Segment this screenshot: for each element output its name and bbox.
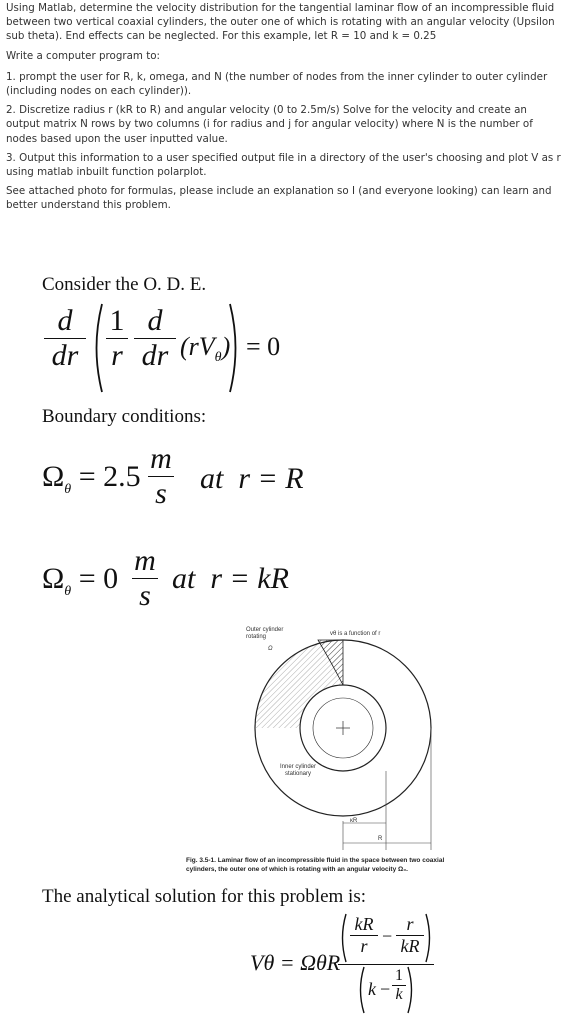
coaxial-cylinders-figure xyxy=(240,625,440,865)
problem-step-3: 3. Output this information to a user specified output file in a directory of the user's choosing and plot V as r using matlab inbuilt function polarplot. xyxy=(6,151,561,179)
analytical-solution-heading: The analytical solution for this problem is: xyxy=(42,886,366,907)
figure-caption: Fig. 3.5-1. Laminar flow of an incompressible fluid in the space between two coaxial cylinders, the outer one of which is rotating with an angular velocity Ω₀. xyxy=(186,857,445,873)
boundary-condition-2: $\Omega_\theta = 0$ m s at r = kR xyxy=(42,544,289,612)
boundary-conditions-heading: Boundary conditions: xyxy=(42,406,207,427)
consider-ode-heading: Consider the O. D. E. xyxy=(42,274,207,295)
problem-text xyxy=(6,1,562,213)
ode-equals-zero: = 0 xyxy=(246,332,281,361)
bc2-m-over-s: m s xyxy=(132,544,158,613)
ode-left-paren xyxy=(90,302,104,394)
ode-one-over-r: 1 r xyxy=(106,304,128,373)
boundary-condition-1: $\Omega_\theta = 2.5$ m s at r = R xyxy=(42,442,304,510)
r-dimension-label: R xyxy=(378,836,383,842)
ode-equation xyxy=(42,300,322,400)
bc1-where: at r = R xyxy=(200,462,304,495)
problem-see-attached: See attached photo for formulas, please include an explanation so I (and everyone looking) can learn and better understand this problem. xyxy=(6,185,552,212)
velocity-label: vθ is a function of r xyxy=(330,631,381,637)
bc1-m-over-s: m s xyxy=(148,442,174,511)
analytical-solution-equation xyxy=(250,912,450,1016)
outer-cylinder-label: Outer cylinder rotating xyxy=(246,627,284,640)
problem-write-program: Write a computer program to: xyxy=(6,49,161,62)
problem-step-2: 2. Discretize radius r (kR to R) and angular velocity (0 to 2.5m/s) Solve for the velocity and create an output matrix N rows by two columns (i for radius and j for angular velocity) where N is the number of nodes based upon the user inputted value. xyxy=(6,104,533,145)
solution-denominator: k − 1 k xyxy=(356,965,416,1015)
kr-dimension-label: κR xyxy=(350,818,358,824)
bc2-where: at r = kR xyxy=(172,562,289,595)
ode-d-top: d xyxy=(57,304,73,337)
solution-lhs: Vθ = ΩθR xyxy=(250,950,341,975)
ode-rv-theta: $(rV_\theta)$ xyxy=(180,332,231,366)
problem-step-1: 1. prompt the user for R, k, omega, and N (the number of nodes from the inner cylinder to outer cylinder (including nodes on each cylinder)). xyxy=(6,70,548,98)
inner-cylinder-label: Inner cylinder stationary xyxy=(280,764,317,777)
solution-numerator: kR r − r kR xyxy=(338,912,434,964)
omega-label: Ω xyxy=(268,646,273,652)
ode-right-paren xyxy=(228,302,242,394)
ode-d-dr xyxy=(44,304,86,373)
solution-main-fraction xyxy=(338,912,434,1015)
problem-intro: Using Matlab, determine the velocity distribution for the tangential laminar flow of an incompressible fluid between two vertical coaxial cylinders, the outer one of which is rotating with an angular velocity (Upsilon sub theta). End effects can be neglected. For this example, let R = 10 and k = 0.25 xyxy=(6,2,555,43)
ode-inner-d-dr: d dr xyxy=(134,304,176,373)
ode-dr-bottom: dr xyxy=(51,339,79,372)
